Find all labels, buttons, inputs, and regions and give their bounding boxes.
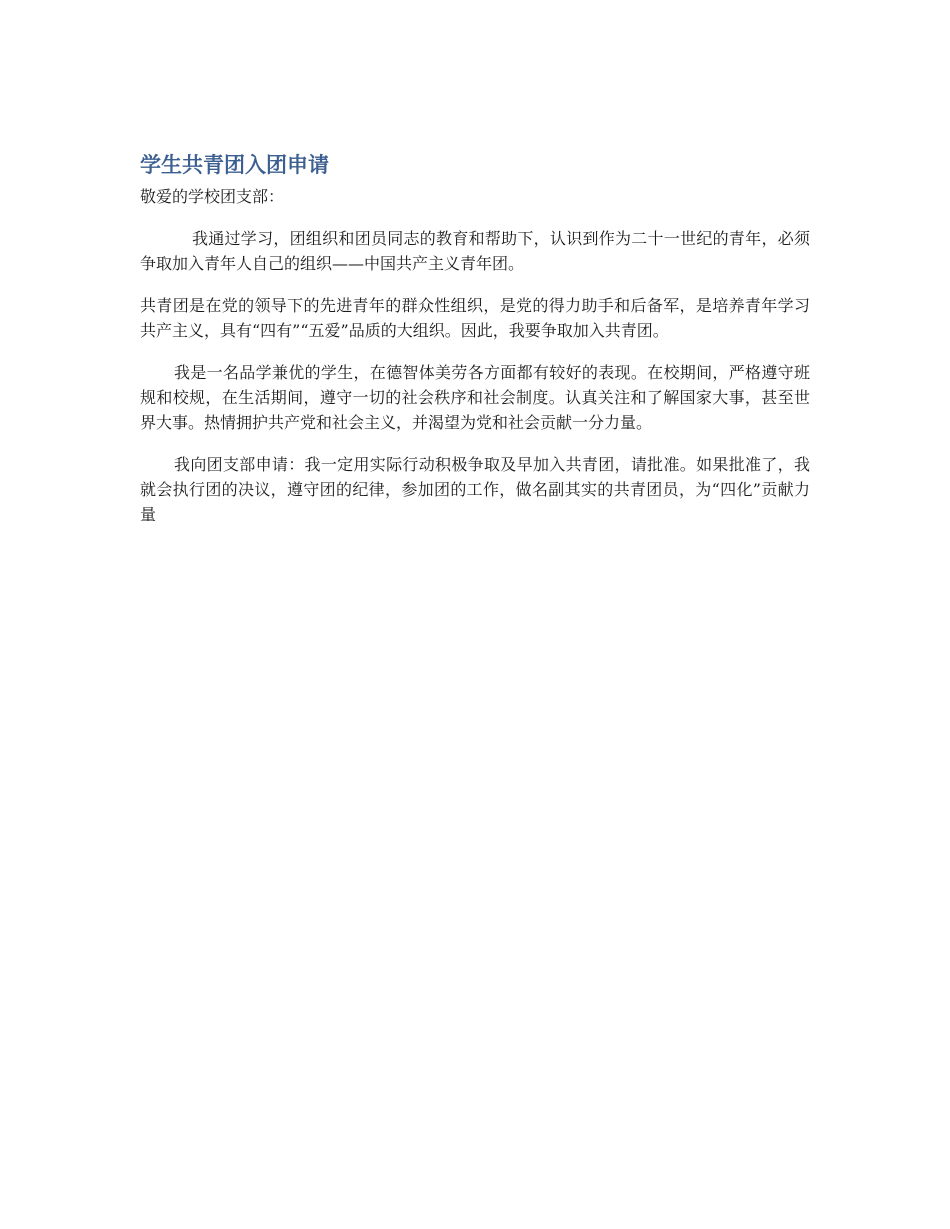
paragraph-1: 我通过学习，团组织和团员同志的教育和帮助下，认识到作为二十一世纪的青年，必须争取加入青年人自己的组织——中国共产主义青年团。	[140, 229, 810, 273]
document-page	[140, 150, 810, 544]
paragraph-2: 共青团是在党的领导下的先进青年的群众性组织，是党的得力助手和后备军，是培养青年学习共产主义，具有“四有”“五爱”品质的大组织。因此，我要争取加入共青团。	[140, 296, 810, 340]
paragraph-3: 我是一名品学兼优的学生，在德智体美劳各方面都有较好的表现。在校期间，严格遵守班规和校规，在生活期间，遵守一切的社会秩序和社会制度。认真关注和了解国家大事，甚至世界大事。热情拥护共产党和社会主义，并渴望为党和社会贡献一分力量。	[140, 363, 810, 432]
paragraph-4: 我向团支部申请：我一定用实际行动积极争取及早加入共青团，请批准。如果批准了，我就会执行团的决议，遵守团的纪律，参加团的工作，做名副其实的共青团员，为“四化”贡献力量	[140, 455, 810, 524]
document-title: 学生共青团入团申请	[140, 153, 329, 177]
salutation: 敬爱的学校团支部：	[140, 187, 285, 206]
